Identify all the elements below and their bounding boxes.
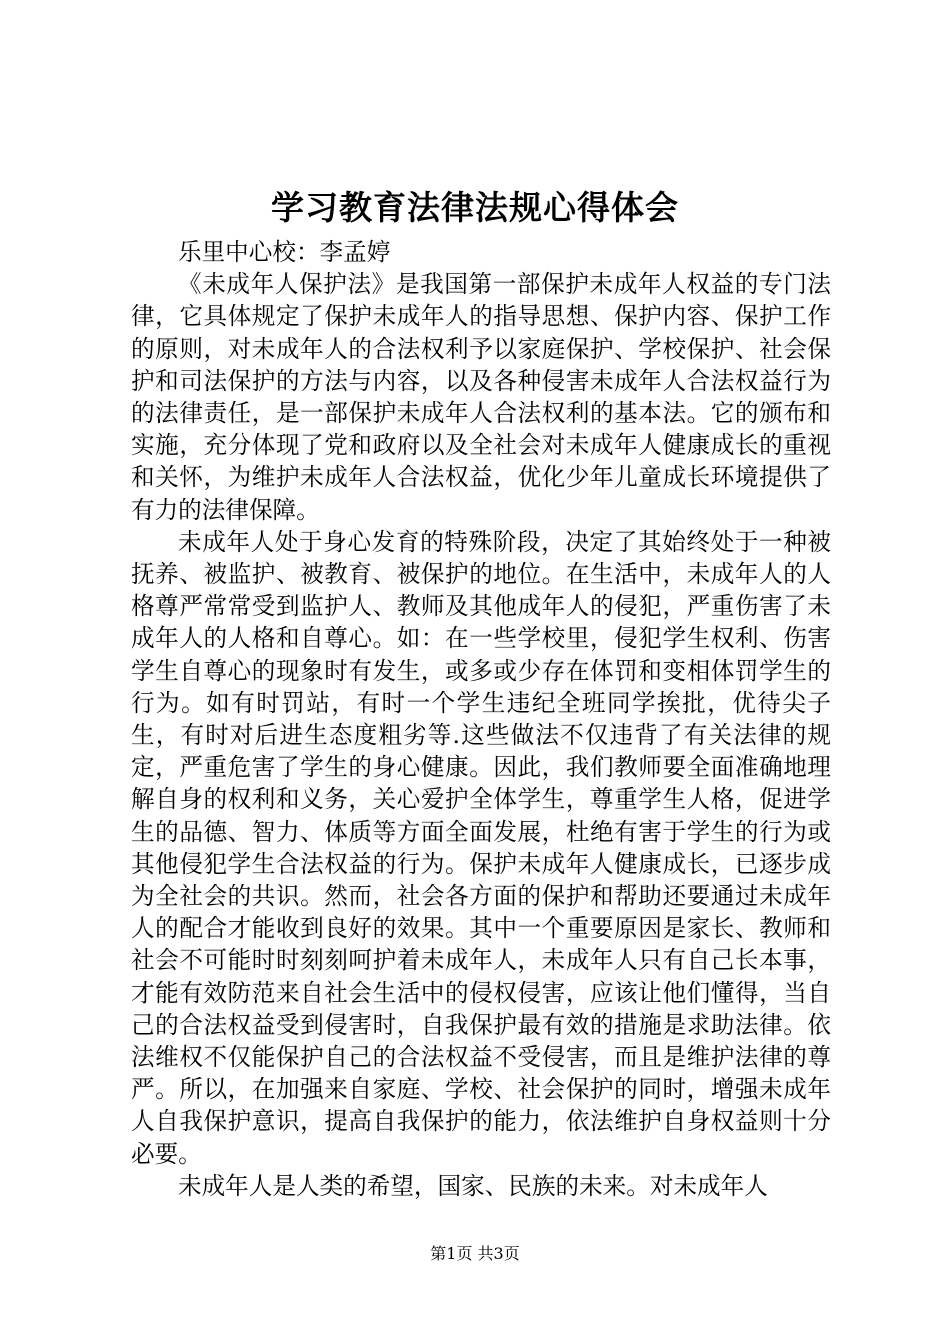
document-title: 学习教育法律法规心得体会 <box>271 188 679 227</box>
paragraph-3: 未成年人是人类的希望，国家、民族的未来。对未成年人 <box>178 1171 768 1200</box>
paragraph-1: 《未成年人保护法》是我国第一部保护未成年人权益的专门法律，它具体规定了保护未成年人的指导思想、保护内容、保护工作的原则，对未成年人的合法权利予以家庭保护、学校保护、社会保护和司法保护的方法与内容，以及各种侵害未成年人合法权益行为的法律责任，是一部保护未成年人合法权利的基本法。它的颁布和实施，充分体现了党和政府以及全社会对未成年人健康成长的重视和关怀，为维护未成年人合法权益，优化少年儿童成长环境提供了有力的法律保障。 <box>131 270 831 524</box>
paragraph-2: 未成年人处于身心发育的特殊阶段，决定了其始终处于一种被抚养、被监护、被教育、被保护的地位。在生活中，未成年人的人格尊严常常受到监护人、教师及其他成年人的侵犯，严重伤害了未成年人的人格和自尊心。如：在一些学校里，侵犯学生权利、伤害学生自尊心的现象时有发生，或多或少存在体罚和变相体罚学生的行为。如有时罚站，有时一个学生违纪全班同学挨批，优待尖子生，有时对后进生态度粗劣等.这些做法不仅违背了有关法律的规定，严重危害了学生的身心健康。因此，我们教师要全面准确地理解自身的权利和义务，关心爱护全体学生，尊重学生人格，促进学生的品德、智力、体质等方面全面发展，杜绝有害于学生的行为或其他侵犯学生合法权益的行为。保护未成年人健康成长，已逐步成为全社会的共识。然而，社会各方面的保护和帮助还要通过未成年人的配合才能收到良好的效果。其中一个重要原因是家长、教师和社会不可能时时刻刻呵护着未成年人，未成年人只有自己长本事，才能有效防范来自社会生活中的侵权侵害，应该让他们懂得，当自己的合法权益受到侵害时，自我保护最有效的措施是求助法律。依法维权不仅能保护自己的合法权益不受侵害，而且是维护法律的尊严。所以，在加强来自家庭、学校、社会保护的同时，增强未成年人自我保护意识，提高自我保护的能力，依法维护自身权益则十分必要。 <box>131 527 831 1168</box>
author-line: 乐里中心校：李孟婷 <box>178 238 391 266</box>
page-footer: 第1页 共3页 <box>430 1244 520 1263</box>
document-body <box>131 236 831 1202</box>
